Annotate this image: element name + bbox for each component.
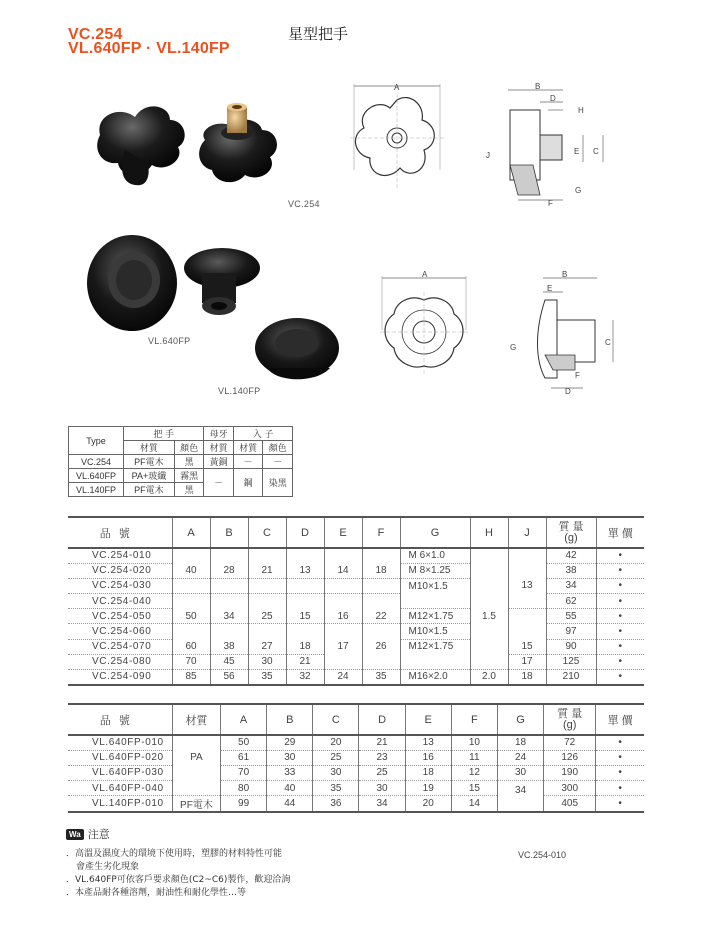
- g-cell: M10×1.5: [400, 578, 470, 593]
- col-d: D: [286, 517, 324, 548]
- type-cell: VL.640FP: [69, 469, 124, 483]
- svg-text:E: E: [547, 284, 553, 293]
- g-cell: M 8×1.25: [400, 563, 470, 578]
- e-cell: 24: [324, 670, 362, 685]
- notes-title: 注意: [87, 828, 110, 841]
- spec-table-vc254: [68, 516, 644, 686]
- price-cell: •: [596, 796, 644, 813]
- weight-cell: 90: [546, 639, 596, 654]
- product-cell: VL.640FP-040: [68, 781, 172, 796]
- e-cell: 20: [405, 796, 451, 813]
- a-cell: 70: [172, 654, 210, 669]
- svg-text:C: C: [605, 338, 611, 347]
- d-cell: 18: [286, 639, 324, 654]
- g-cell: 24: [497, 750, 543, 765]
- price-cell: •: [596, 548, 644, 563]
- j-cell: 13: [508, 578, 546, 593]
- c-cell: 35: [248, 670, 286, 685]
- insert-material-header: 材質: [233, 441, 263, 455]
- col-c: C: [313, 704, 359, 735]
- vc254-knob-photo: [90, 95, 285, 195]
- e-cell: 16: [405, 750, 451, 765]
- grip-color-cell: 黑: [174, 455, 204, 469]
- col-f: F: [362, 517, 400, 548]
- f-cell: 11: [451, 750, 497, 765]
- c-cell: 30: [313, 765, 359, 780]
- d-cell: 25: [359, 765, 405, 780]
- photo-label-vl140fp: VL.140FP: [218, 386, 261, 396]
- price-cell: •: [596, 578, 644, 593]
- nut-header: 母牙: [204, 427, 234, 441]
- a-cell: 85: [172, 670, 210, 685]
- footer-reference: VC.254-010: [518, 850, 567, 860]
- note-item: ．VL.640FP可依客戶要求顏色(C2~C6)製作，歡迎洽詢: [66, 875, 291, 885]
- price-cell: •: [596, 563, 644, 578]
- col-e: E: [324, 517, 362, 548]
- weight-cell: 210: [546, 670, 596, 685]
- nut-material-merged: －: [204, 469, 234, 497]
- f-cell: 18: [362, 563, 400, 578]
- note-item: 會產生劣化現象: [76, 862, 140, 872]
- b-cell: 34: [210, 609, 248, 624]
- weight-cell: 300: [544, 781, 596, 796]
- col-h: H: [470, 517, 508, 548]
- f-cell: 22: [362, 609, 400, 624]
- a-cell: 50: [172, 609, 210, 624]
- material-cell: PA: [172, 750, 220, 765]
- svg-text:D: D: [565, 387, 571, 396]
- col-weight: 質 量 (g): [544, 704, 596, 735]
- price-cell: •: [596, 624, 644, 639]
- c-cell: 21: [248, 563, 286, 578]
- h-cell: 1.5: [470, 609, 508, 624]
- photo-label-vl640fp: VL.640FP: [148, 336, 191, 346]
- product-cell: VC.254-050: [68, 609, 172, 624]
- weight-cell: 190: [544, 765, 596, 780]
- svg-text:C: C: [593, 147, 599, 156]
- b-cell: 28: [210, 563, 248, 578]
- svg-text:A: A: [394, 83, 400, 92]
- svg-text:F: F: [575, 371, 580, 380]
- col-j: J: [508, 517, 546, 548]
- col-price: 單 價: [596, 517, 644, 548]
- b-cell: 33: [267, 765, 313, 780]
- g-cell: 18: [497, 735, 543, 750]
- f-cell: 10: [451, 735, 497, 750]
- svg-text:F: F: [548, 199, 553, 208]
- col-b: B: [210, 517, 248, 548]
- vl-knob-photos: [82, 228, 357, 388]
- product-cell: VC.254-010: [68, 548, 172, 563]
- material-table: [68, 426, 293, 497]
- nut-material-cell: 黃銅: [204, 455, 234, 469]
- b-cell: 30: [267, 750, 313, 765]
- e-cell: 16: [324, 609, 362, 624]
- f-cell: 12: [451, 765, 497, 780]
- weight-cell: 97: [546, 624, 596, 639]
- product-code-line-1: VC.254: [68, 26, 123, 43]
- d-cell: 23: [359, 750, 405, 765]
- j-cell: 18: [508, 670, 546, 685]
- product-cell: VC.254-070: [68, 639, 172, 654]
- vc254-front-drawing: [340, 80, 460, 205]
- weight-cell: 55: [546, 609, 596, 624]
- b-cell: 44: [267, 796, 313, 813]
- j-cell: 15: [508, 639, 546, 654]
- f-cell: 35: [362, 670, 400, 685]
- a-cell: 70: [221, 765, 267, 780]
- product-cell: VL.640FP-030: [68, 765, 172, 780]
- svg-text:E: E: [574, 147, 580, 156]
- col-f: F: [451, 704, 497, 735]
- svg-text:H: H: [578, 106, 584, 115]
- col-g: G: [400, 517, 470, 548]
- col-c: C: [248, 517, 286, 548]
- col-a: A: [172, 517, 210, 548]
- price-cell: •: [596, 735, 644, 750]
- price-cell: •: [596, 609, 644, 624]
- product-cell: VC.254-040: [68, 594, 172, 609]
- product-cell: VL.640FP-010: [68, 735, 172, 750]
- grip-material-cell: PF電木: [124, 455, 175, 469]
- product-cell: VC.254-090: [68, 670, 172, 685]
- e-cell: 19: [405, 781, 451, 796]
- g-cell: M12×1.75: [400, 609, 470, 624]
- weight-cell: 38: [546, 563, 596, 578]
- weight-cell: 42: [546, 548, 596, 563]
- page-title: 星型把手: [288, 25, 349, 43]
- g-cell: M12×1.75: [400, 639, 470, 654]
- e-cell: 14: [324, 563, 362, 578]
- price-cell: •: [596, 765, 644, 780]
- col-g: G: [497, 704, 543, 735]
- g-cell: M10×1.5: [400, 624, 470, 639]
- grip-material-cell: PA+玻纖: [124, 469, 175, 483]
- note-item: ．高溫及濕度大的環境下使用時，塑膠的材料特性可能: [66, 849, 283, 859]
- drawing-label-vc254: VC.254: [288, 199, 320, 209]
- c-cell: 20: [313, 735, 359, 750]
- material-cell: PF電木: [172, 796, 220, 813]
- price-cell: •: [596, 654, 644, 669]
- price-cell: •: [596, 594, 644, 609]
- d-cell: 32: [286, 670, 324, 685]
- insert-material-merged: 鋼: [233, 469, 263, 497]
- a-cell: 80: [221, 781, 267, 796]
- a-cell: 50: [221, 735, 267, 750]
- grip-material-header: 材質: [124, 441, 175, 455]
- h-cell: 2.0: [470, 670, 508, 685]
- svg-text:A: A: [422, 270, 428, 279]
- col-b: B: [267, 704, 313, 735]
- a-cell: 61: [221, 750, 267, 765]
- type-header: Type: [69, 427, 124, 455]
- col-d: D: [359, 704, 405, 735]
- d-cell: 21: [359, 735, 405, 750]
- b-cell: 45: [210, 654, 248, 669]
- notes-section: [66, 826, 290, 900]
- d-cell: 13: [286, 563, 324, 578]
- g-cell: M 6×1.0: [400, 548, 470, 563]
- weight-cell: 125: [546, 654, 596, 669]
- grip-material-cell: PF電木: [124, 483, 175, 497]
- vl-side-drawing: [505, 270, 620, 400]
- price-cell: •: [596, 781, 644, 796]
- col-e: E: [405, 704, 451, 735]
- d-cell: 15: [286, 609, 324, 624]
- e-cell: 18: [405, 765, 451, 780]
- spec-table-vl: [68, 703, 644, 813]
- f-cell: 14: [451, 796, 497, 813]
- price-cell: •: [596, 750, 644, 765]
- svg-text:J: J: [486, 151, 490, 160]
- e-cell: 13: [405, 735, 451, 750]
- g-cell: M16×2.0: [400, 670, 470, 685]
- insert-header: 入 子: [233, 427, 292, 441]
- vl-front-drawing: [370, 270, 480, 390]
- price-cell: •: [596, 639, 644, 654]
- f-cell: 26: [362, 639, 400, 654]
- b-cell: 56: [210, 670, 248, 685]
- c-cell: 25: [313, 750, 359, 765]
- insert-color-cell: －: [263, 455, 293, 469]
- svg-text:D: D: [550, 94, 556, 103]
- c-cell: 30: [248, 654, 286, 669]
- b-cell: 29: [267, 735, 313, 750]
- c-cell: 27: [248, 639, 286, 654]
- j-cell: 17: [508, 654, 546, 669]
- price-cell: •: [596, 670, 644, 685]
- f-cell: 15: [451, 781, 497, 796]
- d-cell: 21: [286, 654, 324, 669]
- svg-text:G: G: [575, 186, 582, 195]
- d-cell: 30: [359, 781, 405, 796]
- a-cell: 40: [172, 563, 210, 578]
- weight-cell: 34: [546, 578, 596, 593]
- a-cell: 99: [221, 796, 267, 813]
- c-cell: 35: [313, 781, 359, 796]
- col-weight: 質 量 (g): [546, 517, 596, 548]
- svg-text:B: B: [562, 270, 568, 279]
- col-price: 單 價: [596, 704, 644, 735]
- b-cell: 38: [210, 639, 248, 654]
- grip-header: 把 手: [124, 427, 204, 441]
- grip-color-header: 顏色: [174, 441, 204, 455]
- nut-material-header: 材質: [204, 441, 234, 455]
- grip-color-cell: 黑: [174, 483, 204, 497]
- product-cell: VL.140FP-010: [68, 796, 172, 813]
- product-cell: VC.254-030: [68, 578, 172, 593]
- d-cell: 34: [359, 796, 405, 813]
- note-item: ．本產品耐各種溶劑，耐油性和耐化學性…等: [66, 888, 247, 898]
- g-cell: 30: [497, 765, 543, 780]
- weight-cell: 62: [546, 594, 596, 609]
- svg-text:G: G: [510, 343, 517, 352]
- vc254-side-drawing: [478, 80, 613, 215]
- type-cell: VC.254: [69, 455, 124, 469]
- c-cell: 25: [248, 609, 286, 624]
- a-cell: 60: [172, 639, 210, 654]
- insert-color-header: 顏色: [263, 441, 293, 455]
- wa-badge: Wa: [66, 829, 84, 840]
- g-cell-merged: 34: [497, 781, 543, 796]
- product-cell: VC.254-020: [68, 563, 172, 578]
- type-cell: VL.140FP: [69, 483, 124, 497]
- insert-color-merged: 染黑: [263, 469, 293, 497]
- weight-cell: 405: [544, 796, 596, 813]
- product-cell: VL.640FP-020: [68, 750, 172, 765]
- h-cell: [470, 578, 508, 593]
- insert-material-cell: －: [233, 455, 263, 469]
- col-product: 品號: [68, 704, 172, 735]
- col-a: A: [221, 704, 267, 735]
- notes-list: [66, 848, 290, 900]
- c-cell: 36: [313, 796, 359, 813]
- weight-cell: 72: [544, 735, 596, 750]
- product-cell: VC.254-060: [68, 624, 172, 639]
- weight-cell: 126: [544, 750, 596, 765]
- product-cell: VC.254-080: [68, 654, 172, 669]
- col-material: 材質: [172, 704, 220, 735]
- grip-color-cell: 霧黑: [174, 469, 204, 483]
- b-cell: 40: [267, 781, 313, 796]
- product-code-line-2: VL.640FP · VL.140FP: [68, 40, 230, 57]
- col-product: 品號: [68, 517, 172, 548]
- svg-text:B: B: [535, 82, 541, 91]
- e-cell: 17: [324, 639, 362, 654]
